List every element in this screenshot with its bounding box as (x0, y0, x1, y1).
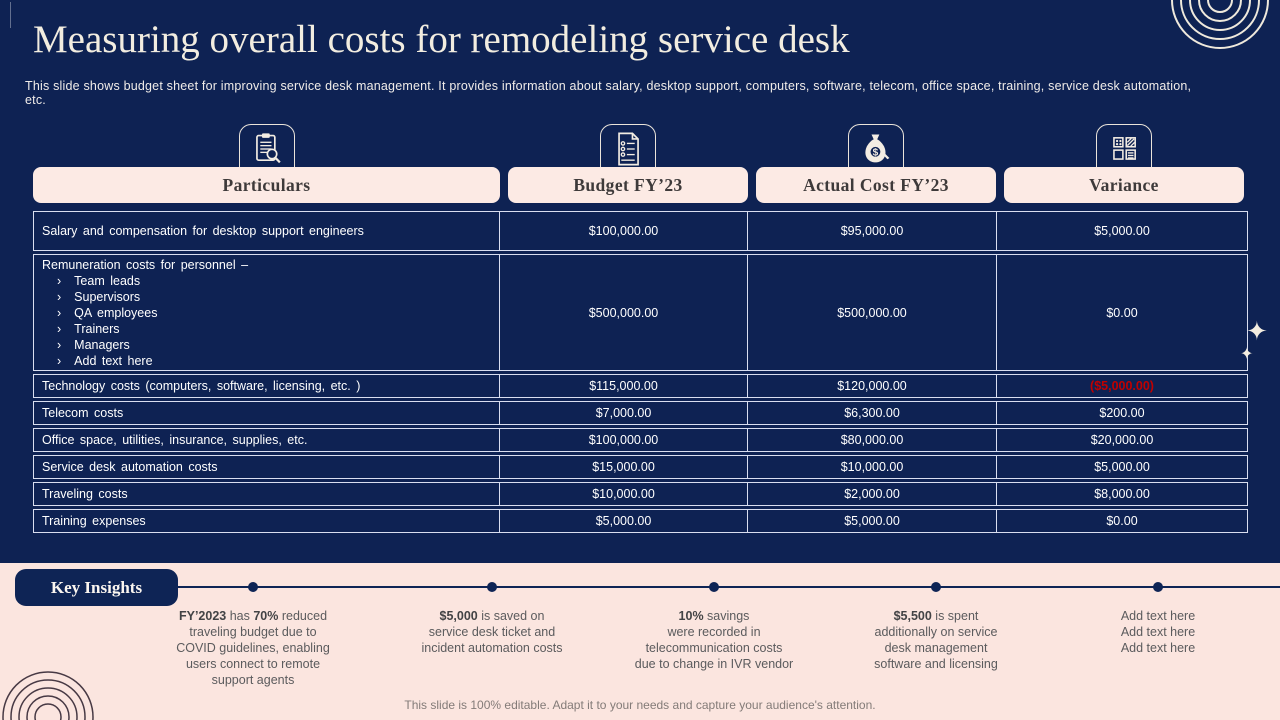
bullet-glyph: › (57, 354, 62, 368)
concentric-circles-decoration (0, 665, 100, 720)
cell-budget: $100,000.00 (500, 428, 748, 452)
timeline-dot (1153, 582, 1163, 592)
bullet-glyph: › (57, 338, 62, 352)
cell-particulars: Office space, utilities, insurance, supplies, etc. (33, 428, 500, 452)
cell-variance: $5,000.00 (997, 211, 1248, 251)
cell-particulars: Traveling costs (33, 482, 500, 506)
cell-variance: $20,000.00 (997, 428, 1248, 452)
table-row (33, 374, 1248, 398)
budget-table (33, 211, 1248, 533)
cell-particulars: Technology costs (computers, software, licensing, etc. ) (33, 374, 500, 398)
key-insights-band (0, 563, 1280, 720)
column-header-3: Actual Cost FY’23 (756, 167, 996, 203)
table-row (33, 482, 1248, 506)
cell-particulars: Service desk automation costs (33, 455, 500, 479)
cell-particulars: Telecom costs (33, 401, 500, 425)
column-header-1: Particulars (33, 167, 500, 203)
cell-particulars: Training expenses (33, 509, 500, 533)
page-subtitle: This slide shows budget sheet for improving service desk management. It provides information about salary, desktop support, computers, software, telecom, office space, training, service desk automation, etc. (25, 79, 1192, 107)
table-row (33, 455, 1248, 479)
concentric-arcs-decoration (1165, 0, 1275, 60)
bullet-glyph: › (57, 322, 62, 336)
insight-item-2: $5,000 is saved on service desk ticket and incident automation costs (421, 609, 563, 655)
bullet-glyph: › (57, 290, 62, 304)
cell-variance: $0.00 (997, 509, 1248, 533)
bullet-glyph: › (57, 274, 62, 288)
sparkle-icon: ✦ (1240, 346, 1254, 363)
cell-particulars: Salary and compensation for desktop support engineers (33, 211, 500, 251)
column-header-2: Budget FY’23 (508, 167, 748, 203)
timeline-dot (709, 582, 719, 592)
table-row (33, 211, 1248, 251)
cell-variance: ($5,000.00) (997, 374, 1248, 398)
table-row (33, 254, 1248, 371)
insight-item-1: FY’2023 has 70% reduced traveling budget due to COVID guidelines, enabling users connect to remote support agents (176, 609, 330, 687)
svg-text:$: $ (872, 147, 879, 159)
table-row (33, 509, 1248, 533)
cell-budget: $100,000.00 (500, 211, 748, 251)
cell-actual: $5,000.00 (748, 509, 997, 533)
cell-actual: $120,000.00 (748, 374, 997, 398)
cell-budget: $10,000.00 (500, 482, 748, 506)
timeline-dot (487, 582, 497, 592)
cell-actual: $500,000.00 (748, 254, 997, 371)
timeline-line (177, 586, 1280, 588)
insight-item-4: $5,500 is spent additionally on service desk management software and licensing (874, 609, 998, 671)
corner-accent-line (10, 2, 11, 28)
key-insights-label: Key Insights (15, 569, 178, 606)
page-title: Measuring overall costs for remodeling service desk (33, 18, 850, 61)
insight-item-5: Add text here Add text here Add text here (1120, 609, 1196, 655)
sparkle-icon: ✦ (1246, 316, 1268, 346)
cell-variance: $8,000.00 (997, 482, 1248, 506)
cell-budget: $7,000.00 (500, 401, 748, 425)
cell-variance: $0.00 (997, 254, 1248, 371)
cell-actual: $10,000.00 (748, 455, 997, 479)
cell-actual: $95,000.00 (748, 211, 997, 251)
cell-budget: $5,000.00 (500, 509, 748, 533)
cell-variance: $5,000.00 (997, 455, 1248, 479)
table-row (33, 401, 1248, 425)
cell-budget: $500,000.00 (500, 254, 748, 371)
insight-item-3: 10% savings were recorded in telecommunication costs due to change in IVR vendor (634, 609, 794, 671)
cell-actual: $80,000.00 (748, 428, 997, 452)
cell-variance: $200.00 (997, 401, 1248, 425)
timeline-dot (931, 582, 941, 592)
timeline-dot (248, 582, 258, 592)
footer-note: This slide is 100% editable. Adapt it to your needs and capture your audience's attention. (404, 698, 876, 712)
cell-actual: $6,300.00 (748, 401, 997, 425)
cell-particulars: Remuneration costs for personnel – › Team leads › Supervisors › QA employees › Trainers › Managers › Add text here (33, 254, 500, 371)
table-row (33, 428, 1248, 452)
cell-budget: $115,000.00 (500, 374, 748, 398)
bullet-glyph: › (57, 306, 62, 320)
cell-budget: $15,000.00 (500, 455, 748, 479)
cell-actual: $2,000.00 (748, 482, 997, 506)
column-header-4: Variance (1004, 167, 1244, 203)
